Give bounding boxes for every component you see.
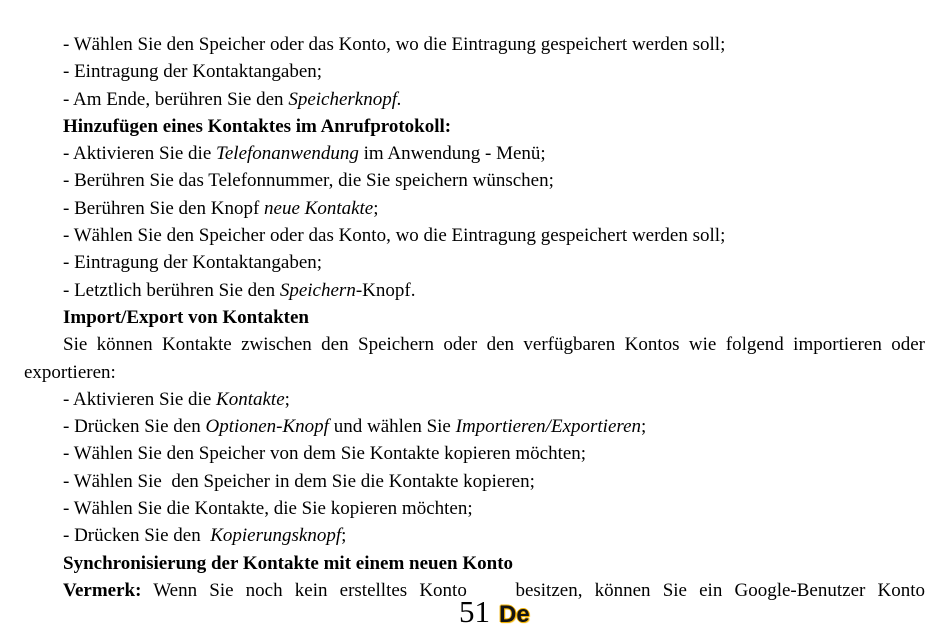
list-item (24, 167, 925, 194)
section-heading-sync (24, 550, 925, 577)
list-item (24, 195, 925, 222)
language-badge: De (499, 601, 530, 628)
list-item (24, 58, 925, 85)
list-item-text: -Knopf. (355, 279, 416, 301)
list-item-text: - Eintragung der Kontaktangaben; (63, 252, 323, 274)
list-item-text: - Wählen Sie den Speicher in dem Sie die Kontakte kopieren; (63, 470, 535, 492)
page-number: 51 (459, 594, 490, 629)
list-item-text: - Wählen Sie den Speicher oder das Konto, wo die Eintragung gespeichert werden soll; (63, 34, 726, 55)
emphasized-term: Importieren/Exportieren (455, 416, 642, 438)
list-item (24, 86, 925, 113)
emphasized-term: Optionen-Knopf (205, 416, 329, 438)
list-item-text: ; (641, 416, 647, 438)
list-item-text: ; (341, 525, 347, 547)
list-item-text: - Wählen Sie den Speicher oder das Konto, wo die Eintragung gespeichert werden soll; (63, 225, 726, 247)
intro-text: Sie können Kontakte zwischen den Speichern oder den verfügbaren Kontos wie folgend importieren oder (63, 334, 925, 356)
list-item-text: im Anwendung - Menü; (358, 143, 546, 165)
intro-paragraph-line (24, 359, 925, 386)
list-item (24, 222, 925, 249)
list-item (24, 495, 925, 522)
list-item (24, 140, 925, 167)
section-heading-import-export (24, 304, 925, 331)
section-heading-text: Import/Export von Kontakten (63, 306, 309, 328)
list-item (24, 386, 925, 413)
list-item-text: - Aktivieren Sie die (63, 143, 217, 165)
list-item (24, 413, 925, 440)
list-item-text: - Letztlich berühren Sie den (63, 279, 280, 301)
list-item-text: - Wählen Sie die Kontakte, die Sie kopieren möchten; (63, 498, 473, 520)
list-item-text: - Drücken Sie den (63, 416, 206, 438)
list-item-text: - Wählen Sie den Speicher von dem Sie Kontakte kopieren möchten; (63, 443, 587, 465)
list-item (24, 440, 925, 467)
section-heading-text: Hinzufügen eines Kontaktes im Anrufprotokoll: (63, 115, 452, 137)
emphasized-term: neue Kontakte (264, 197, 374, 219)
manual-page-content (24, 31, 925, 604)
emphasized-term: Speichern (279, 279, 356, 301)
list-item-text: - Drücken Sie den (63, 525, 211, 547)
list-item-text: - Aktivieren Sie die (63, 388, 217, 410)
list-item (24, 277, 925, 304)
section-heading-text: Synchronisierung der Kontakte mit einem neuen Konto (63, 552, 514, 574)
list-item-text: - Berühren Sie das Telefonnummer, die Sie speichern wünschen; (63, 170, 554, 192)
emphasized-term: Kontakte (216, 388, 285, 410)
note-text: Wenn Sie noch kein erstelltes Konto besitzen, können Sie ein Google-Benutzer Konto (153, 579, 925, 601)
intro-text: exportieren: (24, 361, 116, 383)
emphasized-term: Speicherknopf. (288, 88, 402, 110)
intro-paragraph-line (24, 331, 925, 358)
list-item (24, 249, 925, 276)
list-item-text: ; (284, 388, 290, 410)
list-item-text: ; (373, 197, 379, 219)
section-heading-call-log (24, 113, 925, 140)
list-item (24, 31, 925, 58)
list-item-text: und wählen Sie (328, 416, 456, 438)
list-item-text: - Berühren Sie den Knopf (63, 197, 265, 219)
page-footer (459, 594, 530, 629)
note-label: Vermerk: (63, 579, 142, 601)
list-item (24, 468, 925, 495)
emphasized-term: Telefonanwendung (216, 143, 359, 165)
emphasized-term: Kopierungsknopf (210, 525, 342, 547)
list-item-text: - Am Ende, berühren Sie den (63, 88, 289, 110)
list-item (24, 522, 925, 549)
list-item-text: - Eintragung der Kontaktangaben; (63, 61, 323, 83)
